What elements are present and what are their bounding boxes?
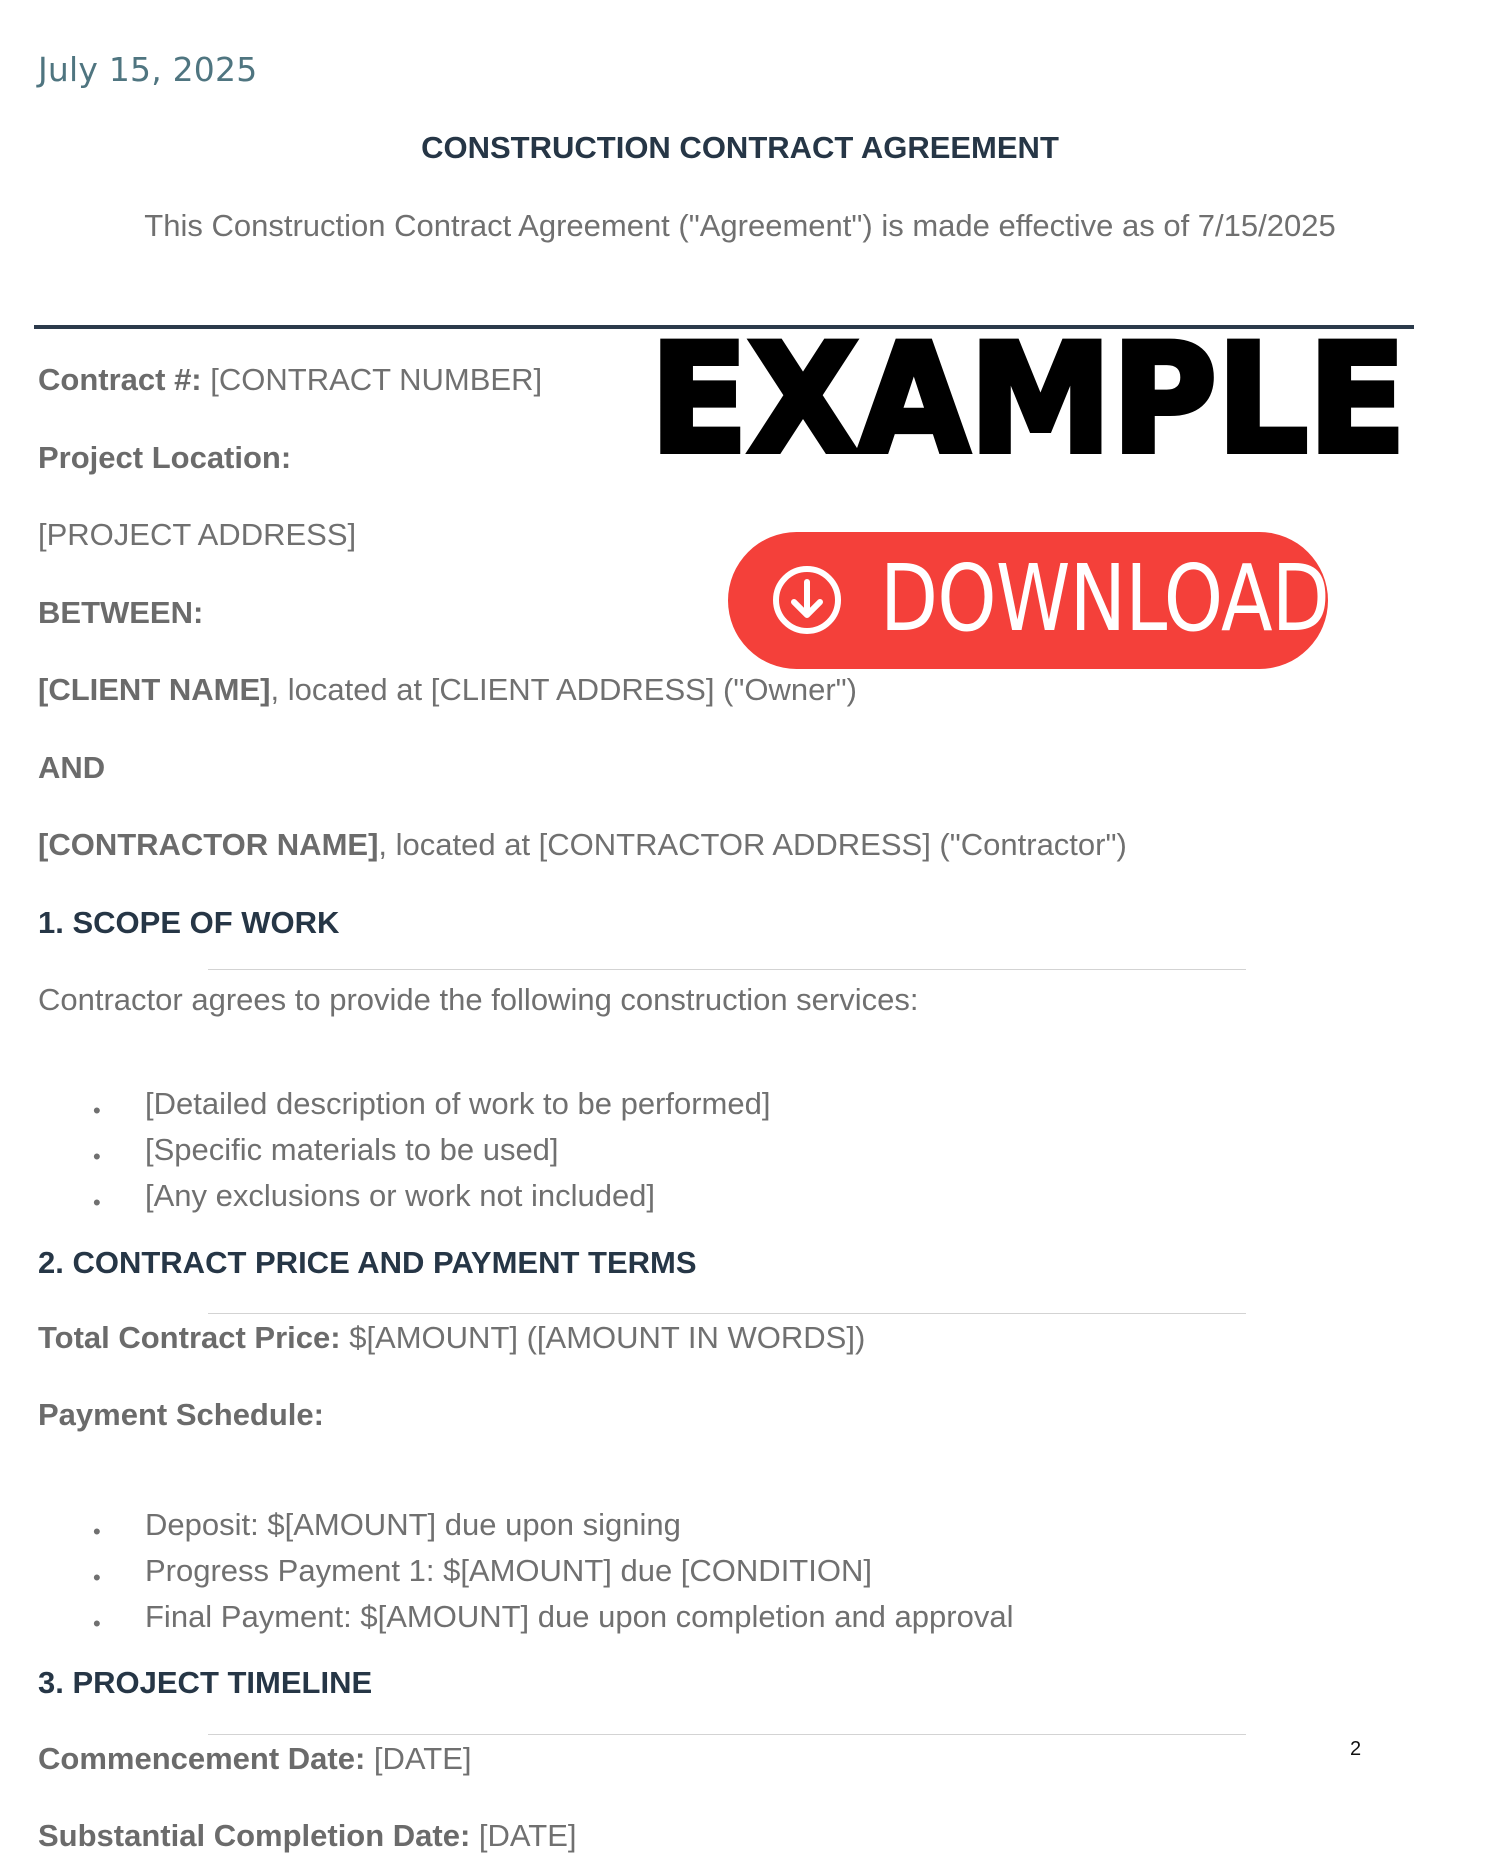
section-heading-scope: 1. SCOPE OF WORK — [38, 905, 340, 940]
list-item: • [Detailed description of work to be performed] — [38, 1081, 770, 1127]
total-price-value: $[AMOUNT] ([AMOUNT IN WORDS]) — [340, 1320, 866, 1355]
document-title: CONSTRUCTION CONTRACT AGREEMENT — [421, 130, 1059, 165]
completion-date-field — [38, 1818, 577, 1854]
header-divider — [34, 325, 1414, 329]
contract-number-label: Contract #: — [38, 362, 202, 397]
contract-number-field — [38, 362, 542, 398]
bullet-icon: • — [93, 1565, 101, 1590]
section-heading-timeline: 3. PROJECT TIMELINE — [38, 1665, 373, 1700]
document-date: July 15, 2025 — [38, 50, 258, 89]
completion-date-label: Substantial Completion Date: — [38, 1818, 471, 1853]
download-button[interactable] — [728, 532, 1328, 669]
owner-details: , located at [CLIENT ADDRESS] ("Owner") — [270, 672, 858, 707]
and-label: AND — [38, 750, 106, 785]
bullet-icon: • — [93, 1190, 101, 1215]
section-divider — [208, 1734, 1246, 1735]
between-label: BETWEEN: — [38, 595, 204, 630]
list-item: • Deposit: $[AMOUNT] due upon signing — [38, 1502, 1013, 1548]
section-divider — [208, 969, 1246, 970]
section-heading-price: 2. CONTRACT PRICE AND PAYMENT TERMS — [38, 1245, 697, 1280]
total-price-field — [38, 1320, 865, 1356]
completion-date-value: [DATE] — [470, 1818, 577, 1853]
download-arrow-icon — [772, 565, 842, 635]
document-intro: This Construction Contract Agreement ("Agreement") is made effective as of 7/15/2025 — [144, 208, 1336, 243]
owner-line — [38, 672, 857, 708]
bullet-icon: • — [93, 1098, 101, 1123]
bullet-icon: • — [93, 1519, 101, 1544]
example-watermark — [648, 333, 1408, 463]
watermark-text: EXAMPLE — [650, 333, 1406, 463]
payment-schedule-list — [38, 1502, 1013, 1640]
section-divider — [208, 1313, 1246, 1314]
download-button-label: DOWNLOAD — [880, 545, 1330, 652]
list-item: • [Specific materials to be used] — [38, 1127, 770, 1173]
scope-list — [38, 1081, 770, 1219]
contractor-name: [CONTRACTOR NAME] — [38, 827, 379, 862]
payment-schedule-label: Payment Schedule: — [38, 1397, 324, 1432]
total-price-label: Total Contract Price: — [38, 1320, 341, 1355]
scope-intro: Contractor agrees to provide the following construction services: — [38, 982, 919, 1017]
bullet-icon: • — [93, 1611, 101, 1636]
owner-name: [CLIENT NAME] — [38, 672, 271, 707]
contract-number-value: [CONTRACT NUMBER] — [201, 362, 543, 397]
contractor-line — [38, 827, 1127, 863]
list-item: • Final Payment: $[AMOUNT] due upon completion and approval — [38, 1594, 1013, 1640]
project-location-value: [PROJECT ADDRESS] — [38, 517, 357, 552]
list-item: • [Any exclusions or work not included] — [38, 1173, 770, 1219]
contractor-details: , located at [CONTRACTOR ADDRESS] ("Contractor") — [378, 827, 1127, 862]
commencement-date-label: Commencement Date: — [38, 1741, 366, 1776]
commencement-date-field — [38, 1741, 472, 1777]
page-number: 2 — [1350, 1738, 1362, 1760]
commencement-date-value: [DATE] — [365, 1741, 472, 1776]
list-item: • Progress Payment 1: $[AMOUNT] due [CONDITION] — [38, 1548, 1013, 1594]
bullet-icon: • — [93, 1144, 101, 1169]
project-location-label: Project Location: — [38, 440, 292, 475]
